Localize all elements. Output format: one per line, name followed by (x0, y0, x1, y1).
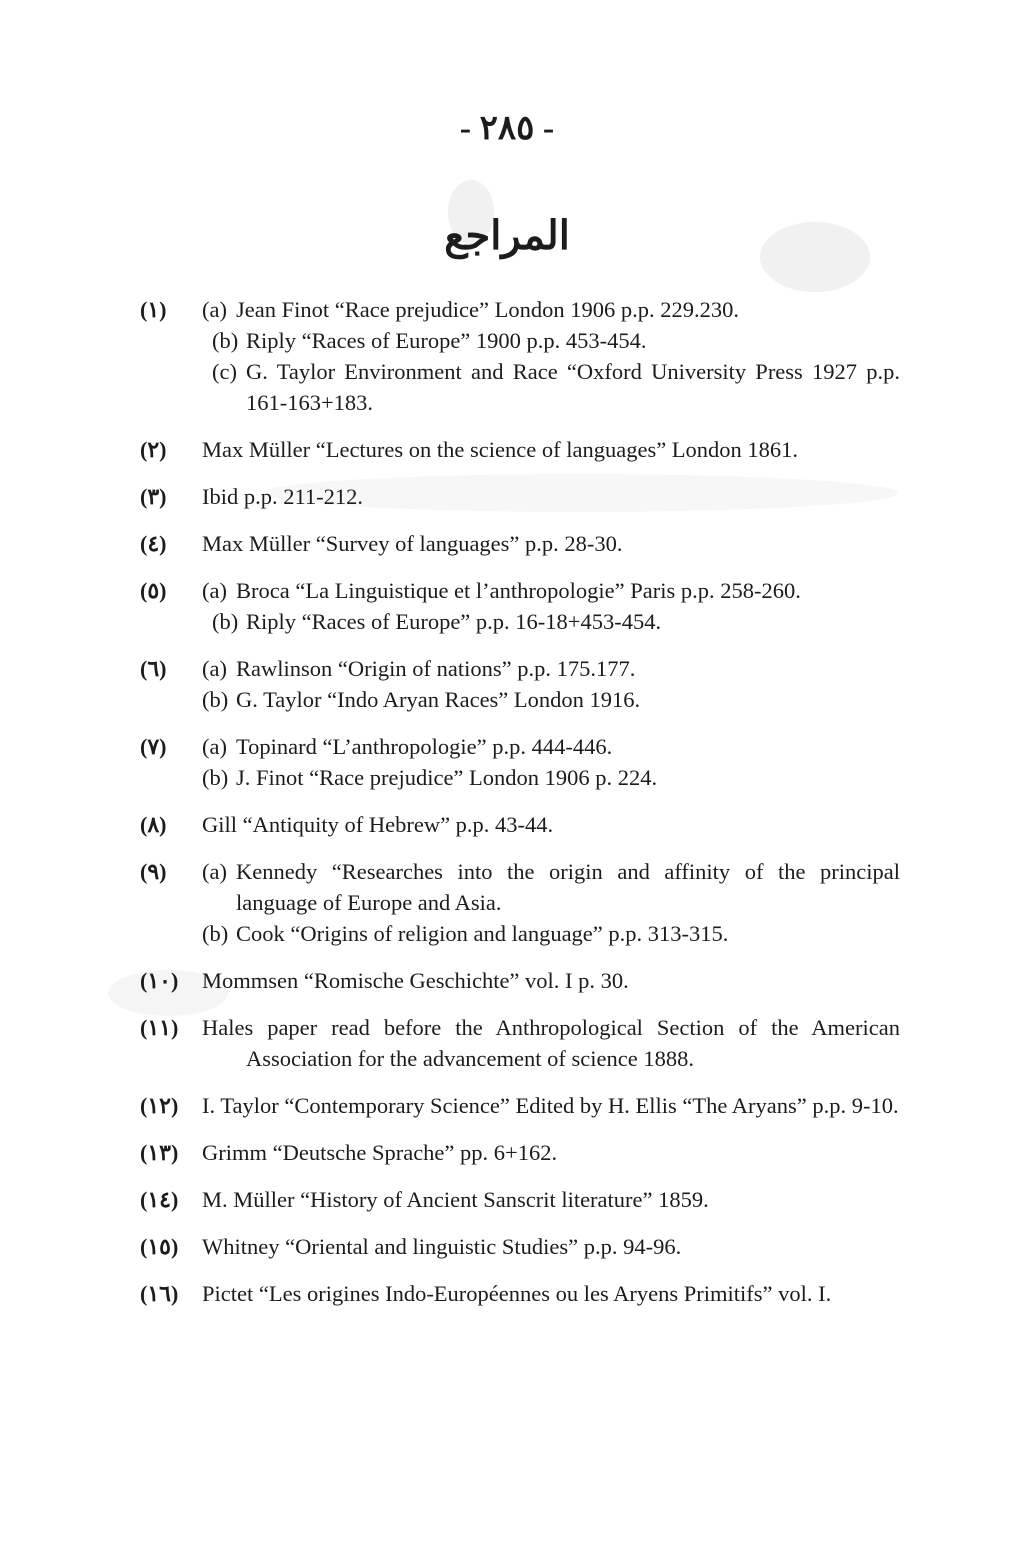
sub-reference-label: (b) (202, 687, 229, 712)
reference-number: (١٠) (140, 968, 179, 993)
reference-number: (١) (140, 297, 167, 322)
sub-reference-text: Jean Finot “Race prejudice” London 1906 p.p. 229.230. (236, 297, 740, 322)
reference-item (140, 1137, 900, 1168)
reference-item (140, 1184, 900, 1215)
sub-reference-label: (a) (202, 734, 227, 759)
sub-reference-text: Broca “La Linguistique et l’anthropologie” Paris p.p. 258-260. (236, 578, 801, 603)
reference-number: (٢) (140, 437, 167, 462)
reference-item (140, 481, 900, 512)
sub-reference (202, 684, 900, 715)
reference-item (140, 1278, 900, 1309)
sub-reference (202, 856, 900, 918)
sub-reference (212, 325, 900, 356)
reference-item (140, 294, 900, 418)
reference-text: Mommsen “Romische Geschichte” vol. I p. 30. (202, 968, 629, 993)
reference-text: Grimm “Deutsche Sprache” pp. 6+162. (202, 1140, 558, 1165)
sub-reference-label: (a) (202, 859, 227, 884)
reference-number: (١٤) (140, 1187, 179, 1212)
sub-reference (202, 918, 900, 949)
reference-item (140, 434, 900, 465)
sub-reference (202, 294, 900, 325)
sub-reference-text: G. Taylor “Indo Aryan Races” London 1916. (236, 687, 641, 712)
references-heading: المراجع (444, 213, 570, 258)
sub-reference-label: (b) (212, 609, 239, 634)
references-list (140, 294, 900, 1325)
sub-reference-label: (b) (202, 765, 229, 790)
reference-text: Hales paper read before the Anthropological Section of the American Association for the advancement of science 1888. (202, 1015, 900, 1071)
reference-number: (٩) (140, 859, 167, 884)
reference-number: (٧) (140, 734, 167, 759)
reference-text: Gill “Antiquity of Hebrew” p.p. 43-44. (202, 812, 554, 837)
reference-text: Max Müller “Survey of languages” p.p. 28-30. (202, 531, 623, 556)
sub-reference-text: J. Finot “Race prejudice” London 1906 p. 224. (236, 765, 658, 790)
reference-text: Whitney “Oriental and linguistic Studies” p.p. 94-96. (202, 1234, 682, 1259)
reference-item (140, 1231, 900, 1262)
sub-reference-text: Rawlinson “Origin of nations” p.p. 175.177. (236, 656, 636, 681)
reference-text: Ibid p.p. 211-212. (202, 484, 364, 509)
sub-reference-text: Cook “Origins of religion and language” p.p. 313-315. (236, 921, 729, 946)
reference-item (140, 809, 900, 840)
reference-item (140, 1012, 900, 1074)
reference-item (140, 575, 900, 637)
sub-reference-label: (a) (202, 297, 227, 322)
reference-item (140, 856, 900, 949)
reference-number: (١٦) (140, 1281, 179, 1306)
sub-reference-label: (b) (212, 328, 239, 353)
reference-number: (١١) (140, 1015, 179, 1040)
sub-reference-text: G. Taylor Environment and Race “Oxford University Press 1927 p.p. 161-163+183. (246, 359, 900, 415)
reference-text: M. Müller “History of Ancient Sanscrit literature” 1859. (202, 1187, 709, 1212)
reference-item (140, 528, 900, 559)
sub-reference-label: (c) (212, 359, 237, 384)
sub-reference-text: Riply “Races of Europe” 1900 p.p. 453-454. (246, 328, 647, 353)
sub-reference (212, 606, 900, 637)
reference-item (140, 731, 900, 793)
sub-reference-label: (b) (202, 921, 229, 946)
reference-number: (١٥) (140, 1234, 179, 1259)
reference-item (140, 965, 900, 996)
page-number: - ٢٨٥ - (459, 110, 555, 147)
reference-number: (٤) (140, 531, 167, 556)
sub-reference-label: (a) (202, 578, 227, 603)
reference-text: I. Taylor “Contemporary Science” Edited by H. Ellis “The Aryans” p.p. 9-10. (202, 1093, 899, 1118)
sub-reference-text: Topinard “L’anthropologie” p.p. 444-446. (236, 734, 613, 759)
reference-number: (٥) (140, 578, 167, 603)
sub-reference (202, 575, 900, 606)
reference-number: (١٣) (140, 1140, 179, 1165)
sub-reference (202, 762, 900, 793)
sub-reference (202, 653, 900, 684)
reference-number: (١٢) (140, 1093, 179, 1118)
sub-reference (212, 356, 900, 418)
reference-text: Pictet “Les origines Indo-Européennes ou les Aryens Primitifs” vol. I. (202, 1281, 832, 1306)
sub-reference-label: (a) (202, 656, 227, 681)
reference-text: Max Müller “Lectures on the science of languages” London 1861. (202, 437, 799, 462)
reference-number: (٣) (140, 484, 167, 509)
reference-item (140, 653, 900, 715)
sub-reference (202, 731, 900, 762)
reference-item (140, 1090, 900, 1121)
sub-reference-text: Riply “Races of Europe” p.p. 16-18+453-454. (246, 609, 662, 634)
reference-number: (٨) (140, 812, 167, 837)
sub-reference-text: Kennedy “Researches into the origin and affinity of the principal language of Europe and Asia. (236, 859, 900, 915)
reference-number: (٦) (140, 656, 167, 681)
